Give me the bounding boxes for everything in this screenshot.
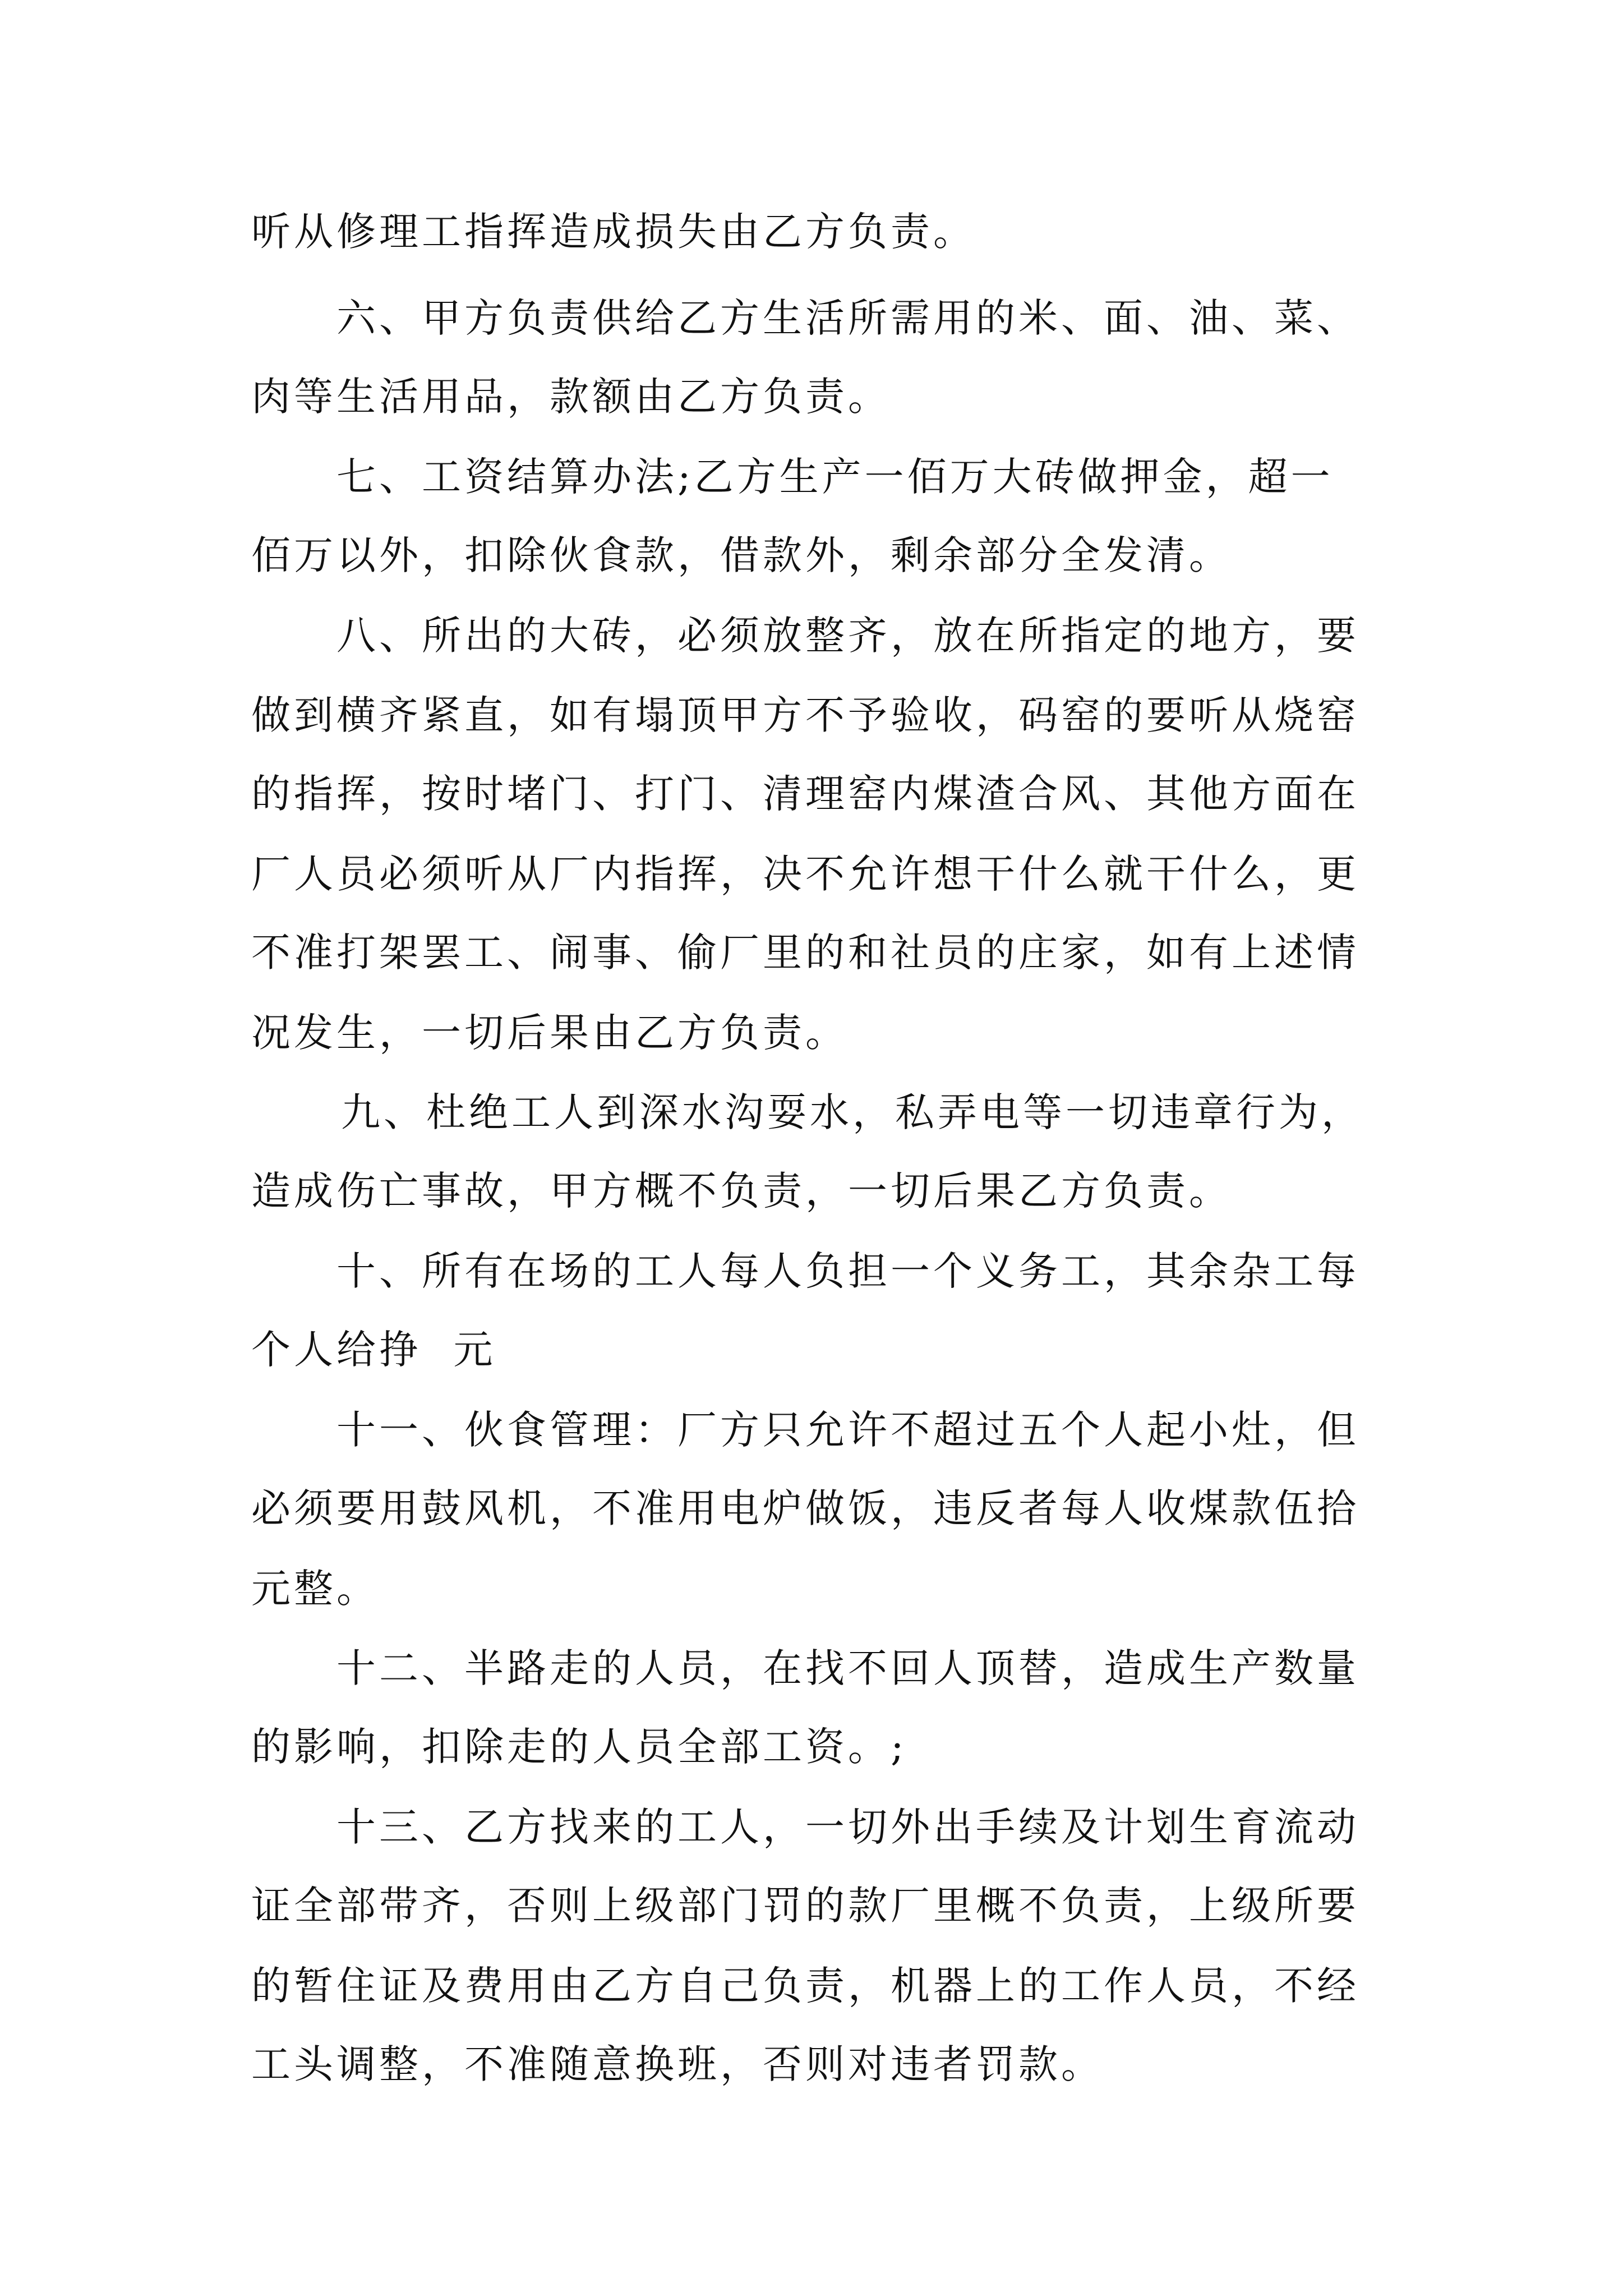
- text-line: 造成伤亡事故，甲方概不负责，一切后果乙方负责。: [251, 1168, 1232, 1214]
- text-line: 十三、乙方找来的工人，一切外出手续及计划生育流动: [336, 1804, 1359, 1850]
- text-line: 工头调整，不准随意换班，否则对违者罚款。: [251, 2041, 1104, 2087]
- text-line: 十一、伙食管理：厂方只允许不超过五个人起小灶，但: [336, 1407, 1359, 1453]
- text-line: 元整。: [251, 1566, 379, 1612]
- text-line: 的暂住证及费用由乙方自己负责，机器上的工作人员，不经: [251, 1963, 1359, 2009]
- text-line: 十、所有在场的工人每人负担一个义务工，其余杂工每: [336, 1248, 1359, 1294]
- text-line: 七、工资结算办法;乙方生产一佰万大砖做押金，超一: [336, 454, 1334, 500]
- text-line: 佰万以外，扣除伙食款，借款外，剩余部分全发清。: [251, 532, 1232, 578]
- text-line: 必须要用鼓风机，不准用电炉做饭，违反者每人收煤款伍拾: [251, 1485, 1359, 1531]
- text-line: 况发生，一切后果由乙方负责。: [251, 1010, 848, 1056]
- text-line: 八、所出的大砖，必须放整齐，放在所指定的地方，要: [336, 613, 1359, 659]
- text-line: 的影响，扣除走的人员全部工资。;: [251, 1724, 907, 1770]
- text-line: 不准打架罢工、闹事、偷厂里的和社员的庄家，如有上述情: [251, 930, 1359, 976]
- text-line: 肉等生活用品，款额由乙方负责。: [251, 374, 891, 420]
- text-line: 证全部带齐，否则上级部门罚的款厂里概不负责，上级所要: [251, 1883, 1359, 1929]
- text-line: 的指挥，按时堵门、打门、清理窑内煤渣合风、其他方面在: [251, 771, 1359, 817]
- text-line: 十二、半路走的人员，在找不回人顶替，造成生产数量: [336, 1645, 1359, 1691]
- text-line: 六、甲方负责供给乙方生活所需用的米、面、油、菜、: [336, 295, 1359, 341]
- text-line: 做到横齐紧直，如有塌顶甲方不予验收，码窑的要听从烧窑: [251, 692, 1359, 738]
- text-line: 九、杜绝工人到深水沟耍水，私弄电等一切违章行为，: [341, 1089, 1364, 1135]
- text-line: 个人给挣 元: [251, 1327, 496, 1373]
- text-line: 听从修理工指挥造成损失由乙方负责。: [251, 209, 976, 255]
- text-line: 厂人员必须听从厂内指挥，决不允许想干什么就干什么，更: [251, 851, 1359, 897]
